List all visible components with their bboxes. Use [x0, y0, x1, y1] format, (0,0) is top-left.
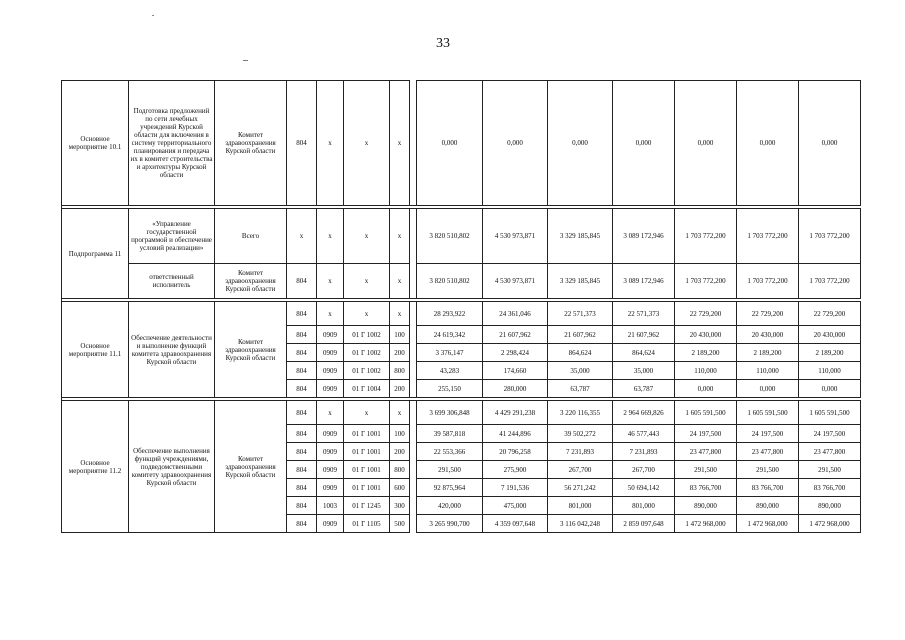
gap-cell [410, 461, 417, 479]
amount-cell: 22 571,373 [613, 302, 675, 326]
target-code-cell: x [344, 302, 390, 326]
admin-code-cell: 804 [287, 461, 317, 479]
expense-type-cell: 600 [390, 479, 410, 497]
amount-cell: 46 577,443 [613, 425, 675, 443]
amount-cell: 83 766,700 [675, 479, 737, 497]
amount-cell: 22 571,373 [548, 302, 613, 326]
amount-cell: 41 244,896 [483, 425, 548, 443]
admin-code-cell: 804 [287, 515, 317, 533]
scan-speck [243, 60, 248, 61]
admin-code-cell: 804 [287, 380, 317, 398]
amount-cell: 63,787 [613, 380, 675, 398]
amount-cell: 280,000 [483, 380, 548, 398]
target-code-cell: 01 Г 1002 [344, 344, 390, 362]
page-number: 33 [436, 36, 450, 51]
target-code-cell: 01 Г 1002 [344, 326, 390, 344]
amount-cell: 0,000 [483, 81, 548, 206]
amount-cell: 3 329 185,845 [548, 209, 613, 264]
amount-cell: 267,700 [548, 461, 613, 479]
amount-cell: 3 820 510,802 [417, 264, 483, 299]
amount-cell: 1 703 772,200 [737, 209, 799, 264]
amount-cell: 0,000 [737, 380, 799, 398]
section-code-cell: x [317, 81, 344, 206]
admin-code-cell: x [287, 209, 317, 264]
amount-cell: 890,000 [737, 497, 799, 515]
amount-cell: 890,000 [675, 497, 737, 515]
executor-cell: Всего [215, 209, 287, 264]
expense-type-cell: x [390, 209, 410, 264]
admin-code-cell: 804 [287, 425, 317, 443]
gap-cell [410, 209, 417, 264]
amount-cell: 0,000 [675, 380, 737, 398]
amount-cell: 56 271,242 [548, 479, 613, 497]
amount-cell: 1 703 772,200 [675, 209, 737, 264]
amount-cell: 1 703 772,200 [737, 264, 799, 299]
amount-cell: 0,000 [799, 380, 861, 398]
amount-cell: 2 189,200 [737, 344, 799, 362]
expense-type-cell: x [390, 264, 410, 299]
amount-cell: 50 694,142 [613, 479, 675, 497]
expense-type-cell: x [390, 81, 410, 206]
amount-cell: 267,700 [613, 461, 675, 479]
amount-cell: 22 729,200 [675, 302, 737, 326]
amount-cell: 255,150 [417, 380, 483, 398]
amount-cell: 291,500 [675, 461, 737, 479]
section-code-cell: 0909 [317, 425, 344, 443]
amount-cell: 3 116 042,248 [548, 515, 613, 533]
expense-type-cell: 500 [390, 515, 410, 533]
amount-cell: 275,900 [483, 461, 548, 479]
expense-type-cell: 200 [390, 443, 410, 461]
expense-type-cell: x [390, 302, 410, 326]
section-code-cell: x [317, 302, 344, 326]
amount-cell: 1 472 968,000 [799, 515, 861, 533]
section-code-cell: 0909 [317, 479, 344, 497]
amount-cell: 1 703 772,200 [675, 264, 737, 299]
amount-cell: 4 429 291,238 [483, 401, 548, 425]
admin-code-cell: 804 [287, 401, 317, 425]
amount-cell: 7 231,893 [613, 443, 675, 461]
executor-cell: Комитет здравоохранения Курской области [215, 401, 287, 533]
target-code-cell: 01 Г 1004 [344, 380, 390, 398]
amount-cell: 24 361,046 [483, 302, 548, 326]
amount-cell: 0,000 [675, 81, 737, 206]
amount-cell: 1 605 591,500 [675, 401, 737, 425]
table-row [62, 264, 861, 299]
amount-cell: 420,000 [417, 497, 483, 515]
amount-cell: 21 607,962 [613, 326, 675, 344]
amount-cell: 83 766,700 [737, 479, 799, 497]
amount-cell: 22 729,200 [799, 302, 861, 326]
amount-cell: 3 220 116,355 [548, 401, 613, 425]
amount-cell: 2 189,200 [799, 344, 861, 362]
table-row [62, 81, 861, 206]
target-code-cell: 01 Г 1002 [344, 362, 390, 380]
amount-cell: 4 359 097,648 [483, 515, 548, 533]
admin-code-cell: 804 [287, 479, 317, 497]
section-code-cell: 0909 [317, 443, 344, 461]
gap-cell [410, 326, 417, 344]
amount-cell: 475,000 [483, 497, 548, 515]
executor-cell: Комитет здравоохранения Курской области [215, 81, 287, 206]
amount-cell: 3 089 172,946 [613, 209, 675, 264]
amount-cell: 3 265 990,700 [417, 515, 483, 533]
section-code-cell: 0909 [317, 362, 344, 380]
amount-cell: 2 964 669,826 [613, 401, 675, 425]
admin-code-cell: 804 [287, 344, 317, 362]
expense-type-cell: 200 [390, 344, 410, 362]
amount-cell: 110,000 [799, 362, 861, 380]
amount-cell: 24 197,500 [799, 425, 861, 443]
target-code-cell: x [344, 401, 390, 425]
amount-cell: 864,624 [613, 344, 675, 362]
amount-cell: 43,283 [417, 362, 483, 380]
amount-cell: 3 699 306,848 [417, 401, 483, 425]
amount-cell: 0,000 [613, 81, 675, 206]
amount-cell: 21 607,962 [548, 326, 613, 344]
activity-type-cell: Подпрограмма 11 [62, 209, 129, 299]
gap-cell [410, 362, 417, 380]
amount-cell: 1 605 591,500 [799, 401, 861, 425]
scan-speck [152, 15, 154, 16]
activity-name-cell: Подготовка предложений по сети лечебных учреждений Курской области для включения в систему территориального планирования и передача их в комитет строительства и архитектуры Курской области [129, 81, 215, 206]
table-row [62, 209, 861, 264]
expense-type-cell: 800 [390, 461, 410, 479]
amount-cell: 4 530 973,871 [483, 209, 548, 264]
amount-cell: 24 197,500 [737, 425, 799, 443]
amount-cell: 4 530 973,871 [483, 264, 548, 299]
table-row [62, 401, 861, 425]
amount-cell: 1 703 772,200 [799, 209, 861, 264]
target-code-cell: x [344, 264, 390, 299]
amount-cell: 22 553,366 [417, 443, 483, 461]
activity-type-cell: Основное мероприятие 10.1 [62, 81, 129, 206]
executor-cell: Комитет здравоохранения Курской области [215, 302, 287, 398]
amount-cell: 35,000 [548, 362, 613, 380]
gap-cell [410, 344, 417, 362]
gap-cell [410, 302, 417, 326]
admin-code-cell: 804 [287, 264, 317, 299]
amount-cell: 24 619,342 [417, 326, 483, 344]
amount-cell: 0,000 [799, 81, 861, 206]
expense-type-cell: 100 [390, 326, 410, 344]
expense-type-cell: 300 [390, 497, 410, 515]
gap-cell [410, 380, 417, 398]
section-code-cell: 0909 [317, 515, 344, 533]
section-code-cell: 0909 [317, 344, 344, 362]
amount-cell: 110,000 [675, 362, 737, 380]
target-code-cell: 01 Г 1001 [344, 461, 390, 479]
activity-type-cell: Основное мероприятие 11.2 [62, 401, 129, 533]
amount-cell: 39 502,272 [548, 425, 613, 443]
target-code-cell: 01 Г 1245 [344, 497, 390, 515]
amount-cell: 39 587,818 [417, 425, 483, 443]
admin-code-cell: 804 [287, 81, 317, 206]
section-code-cell: x [317, 401, 344, 425]
budget-table [61, 80, 861, 533]
activity-name-cell: Обеспечение выполнения функций учреждениями, подведомственными комитету здравоохранения Курской области [129, 401, 215, 533]
target-code-cell: 01 Г 1001 [344, 425, 390, 443]
amount-cell: 22 729,200 [737, 302, 799, 326]
amount-cell: 1 472 968,000 [675, 515, 737, 533]
amount-cell: 21 607,962 [483, 326, 548, 344]
amount-cell: 1 605 591,500 [737, 401, 799, 425]
amount-cell: 7 231,893 [548, 443, 613, 461]
activity-name-cell: ответственный исполнитель [129, 264, 215, 299]
admin-code-cell: 804 [287, 497, 317, 515]
amount-cell: 0,000 [417, 81, 483, 206]
amount-cell: 0,000 [737, 81, 799, 206]
amount-cell: 801,000 [548, 497, 613, 515]
expense-type-cell: 100 [390, 425, 410, 443]
gap-cell [410, 443, 417, 461]
expense-type-cell: x [390, 401, 410, 425]
amount-cell: 35,000 [613, 362, 675, 380]
section-code-cell: x [317, 264, 344, 299]
amount-cell: 63,787 [548, 380, 613, 398]
admin-code-cell: 804 [287, 302, 317, 326]
amount-cell: 291,500 [799, 461, 861, 479]
section-code-cell: 0909 [317, 326, 344, 344]
amount-cell: 7 191,536 [483, 479, 548, 497]
amount-cell: 3 376,147 [417, 344, 483, 362]
amount-cell: 83 766,700 [799, 479, 861, 497]
amount-cell: 23 477,800 [675, 443, 737, 461]
activity-name-cell: «Управление государственной программой и обеспечение условий реализации» [129, 209, 215, 264]
amount-cell: 801,000 [613, 497, 675, 515]
section-code-cell: 0909 [317, 380, 344, 398]
amount-cell: 20 430,000 [799, 326, 861, 344]
gap-cell [410, 81, 417, 206]
admin-code-cell: 804 [287, 443, 317, 461]
section-code-cell: 1003 [317, 497, 344, 515]
amount-cell: 110,000 [737, 362, 799, 380]
expense-type-cell: 800 [390, 362, 410, 380]
amount-cell: 20 796,258 [483, 443, 548, 461]
amount-cell: 864,624 [548, 344, 613, 362]
amount-cell: 291,500 [417, 461, 483, 479]
executor-cell: Комитет здравоохранения Курской области [215, 264, 287, 299]
section-code-cell: x [317, 209, 344, 264]
gap-cell [410, 264, 417, 299]
amount-cell: 2 189,200 [675, 344, 737, 362]
amount-cell: 174,660 [483, 362, 548, 380]
amount-cell: 291,500 [737, 461, 799, 479]
activity-type-cell: Основное мероприятие 11.1 [62, 302, 129, 398]
target-code-cell: 01 Г 1105 [344, 515, 390, 533]
amount-cell: 2 298,424 [483, 344, 548, 362]
gap-cell [410, 401, 417, 425]
gap-cell [410, 515, 417, 533]
amount-cell: 1 703 772,200 [799, 264, 861, 299]
table-row [62, 302, 861, 326]
amount-cell: 1 472 968,000 [737, 515, 799, 533]
section-code-cell: 0909 [317, 461, 344, 479]
amount-cell: 28 293,922 [417, 302, 483, 326]
gap-cell [410, 479, 417, 497]
expense-type-cell: 200 [390, 380, 410, 398]
amount-cell: 20 430,000 [737, 326, 799, 344]
amount-cell: 20 430,000 [675, 326, 737, 344]
amount-cell: 0,000 [548, 81, 613, 206]
amount-cell: 23 477,800 [737, 443, 799, 461]
gap-cell [410, 497, 417, 515]
amount-cell: 3 089 172,946 [613, 264, 675, 299]
amount-cell: 2 859 097,648 [613, 515, 675, 533]
target-code-cell: 01 Г 1001 [344, 443, 390, 461]
amount-cell: 3 329 185,845 [548, 264, 613, 299]
amount-cell: 3 820 510,802 [417, 209, 483, 264]
amount-cell: 890,000 [799, 497, 861, 515]
target-code-cell: 01 Г 1001 [344, 479, 390, 497]
target-code-cell: x [344, 209, 390, 264]
activity-name-cell: Обеспечение деятельности и выполнение функций комитета здравоохранения Курской области [129, 302, 215, 398]
target-code-cell: x [344, 81, 390, 206]
amount-cell: 24 197,500 [675, 425, 737, 443]
amount-cell: 92 875,964 [417, 479, 483, 497]
admin-code-cell: 804 [287, 362, 317, 380]
gap-cell [410, 425, 417, 443]
amount-cell: 23 477,800 [799, 443, 861, 461]
admin-code-cell: 804 [287, 326, 317, 344]
